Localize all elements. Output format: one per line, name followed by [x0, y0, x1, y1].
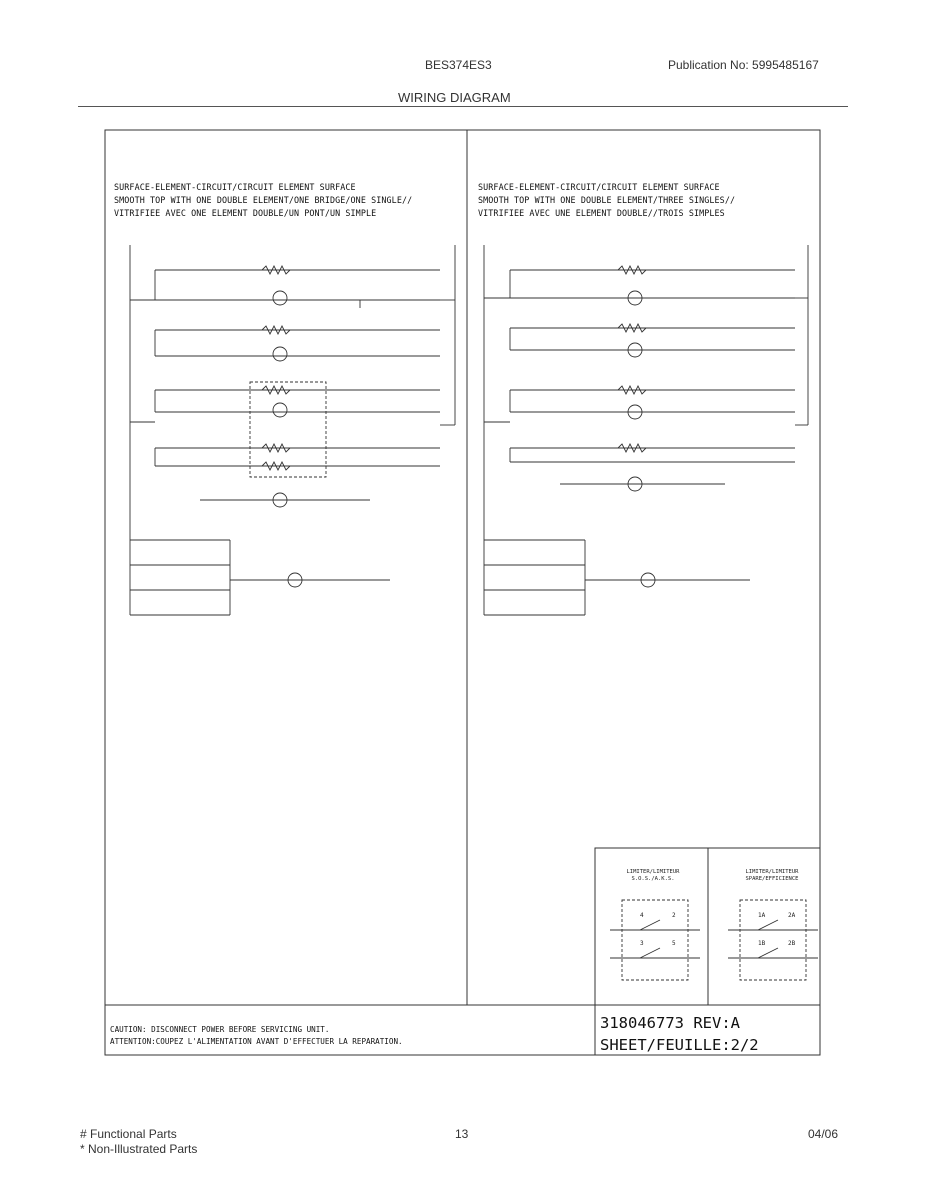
- model-number: BES374ES3: [425, 58, 492, 72]
- limiter-label-left: LIMITER/LIMITEUR S.O.S./A.K.S.: [626, 869, 680, 882]
- terminal-label: 1A: [758, 912, 766, 919]
- terminal-label: 2B: [788, 940, 796, 947]
- caption-line: VITRIFIEE AVEC UNE ELEMENT DOUBLE//TROIS SIMPLES: [478, 208, 725, 218]
- sheet-number: SHEET/FEUILLE:2/2: [600, 1036, 759, 1054]
- drawing-frame: [105, 130, 820, 1055]
- page-title: WIRING DIAGRAM: [398, 90, 511, 105]
- publication-number: Publication No: 5995485167: [668, 58, 819, 72]
- left-panel-caption: [114, 181, 412, 220]
- drawing-number: 318046773 REV:A: [600, 1014, 740, 1032]
- terminal-label: 4: [640, 912, 644, 919]
- caption-line: VITRIFIEE AVEC ONE ELEMENT DOUBLE/UN PONT/UN SIMPLE: [114, 208, 377, 218]
- revision-date: 04/06: [808, 1127, 839, 1141]
- caution-note: [110, 1024, 403, 1048]
- terminal-label: 2A: [788, 912, 796, 919]
- page-number: 13: [455, 1127, 469, 1141]
- legend-functional-parts: # Functional Parts: [80, 1127, 177, 1141]
- limiter-label-right: LIMITER/LIMITEUR SPARE/EFFICIENCE: [745, 869, 799, 882]
- terminal-label: 1B: [758, 940, 766, 947]
- caption-line: SMOOTH TOP WITH ONE DOUBLE ELEMENT/THREE SINGLES//: [478, 195, 736, 205]
- caption-line: SMOOTH TOP WITH ONE DOUBLE ELEMENT/ONE BRIDGE/ONE SINGLE//: [114, 195, 413, 205]
- caption-line: SURFACE-ELEMENT-CIRCUIT/CIRCUIT ELEMENT SURFACE: [478, 182, 720, 192]
- terminal-label: 2: [672, 912, 676, 919]
- terminal-label: 5: [672, 940, 676, 947]
- right-panel-caption: [478, 181, 735, 220]
- right-circuit: [484, 245, 808, 615]
- caution-line: CAUTION: DISCONNECT POWER BEFORE SERVICING UNIT.: [110, 1025, 330, 1034]
- caution-line: ATTENTION:COUPEZ L'ALIMENTATION AVANT D'EFFECTUER LA REPARATION.: [110, 1037, 403, 1046]
- terminal-label: 3: [640, 940, 644, 947]
- legend-non-illustrated-parts: * Non-Illustrated Parts: [80, 1142, 198, 1156]
- caption-line: SURFACE-ELEMENT-CIRCUIT/CIRCUIT ELEMENT SURFACE: [114, 182, 356, 192]
- left-circuit: [130, 245, 455, 615]
